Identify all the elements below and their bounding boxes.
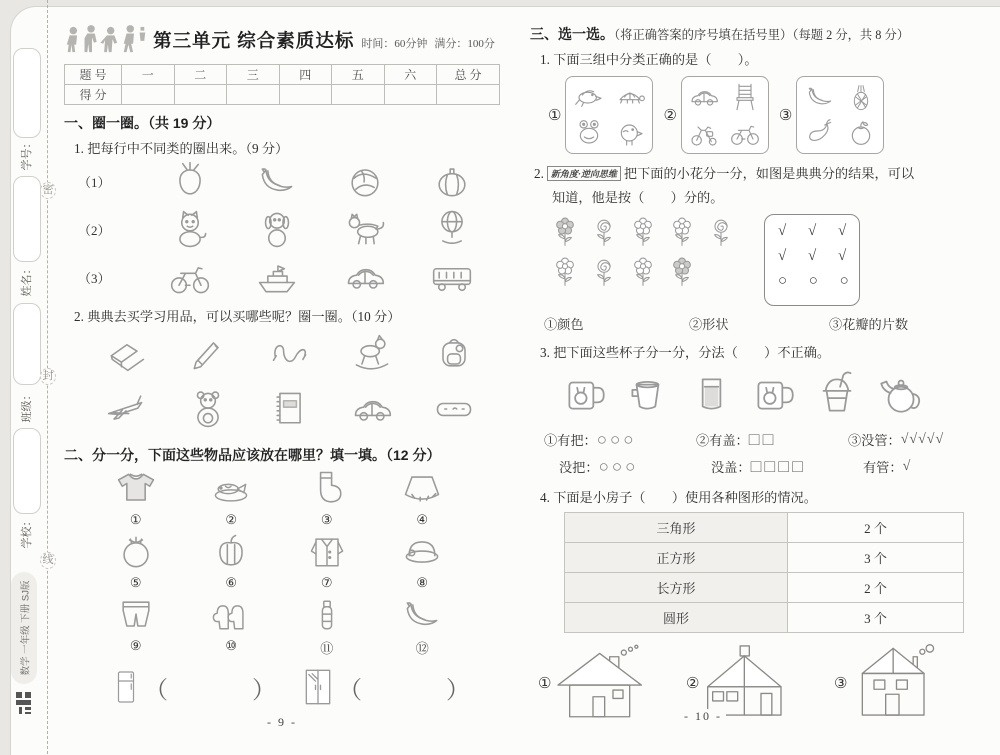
rose-icon xyxy=(587,254,621,294)
teddy-bear-icon xyxy=(186,387,230,431)
score-table-score-row xyxy=(65,85,500,105)
shorts-icon xyxy=(114,593,158,637)
seal-char-xian: 线 xyxy=(40,552,56,569)
score-header-cell: 四 xyxy=(279,65,332,85)
flower-sorting-area xyxy=(530,214,974,306)
eggplant-icon xyxy=(804,117,836,149)
mug-icon xyxy=(749,367,799,421)
q1-text: 1. 把每行中不同类的圈出来。（9 分） xyxy=(74,141,289,156)
result-row-circles: ○ ○ ○ xyxy=(778,273,858,289)
group-box xyxy=(796,76,884,154)
check-marks: √√√√√ xyxy=(900,431,945,447)
q2-line1: 把下面的小花分一分，如图是典典分的结果，可以 xyxy=(623,166,915,181)
item-number: ③ xyxy=(320,512,333,527)
close-paren: ） xyxy=(252,677,276,704)
class-label: 班级： xyxy=(21,389,33,423)
option-label: ③没管： xyxy=(848,433,901,448)
houses-row xyxy=(530,643,974,723)
circle-marks: ○○○ xyxy=(596,429,637,449)
q1-row-2 xyxy=(64,205,500,253)
shape-name-cell: 三角形 xyxy=(565,513,788,543)
bicycle-icon xyxy=(168,255,212,299)
q1-row-1 xyxy=(64,157,500,205)
turtle-icon xyxy=(614,81,646,113)
chair-icon xyxy=(729,81,761,113)
option-has-handle xyxy=(544,427,696,452)
sort-item xyxy=(88,530,184,591)
sorting-result-box xyxy=(764,214,860,306)
flower-row-1 xyxy=(548,214,738,254)
option-label: ②有盖： xyxy=(696,433,749,448)
score-empty-cell xyxy=(332,85,385,105)
section-three-title-rest: （将正确答案的序号填在括号里）（每题 2 分，共 8 分） xyxy=(614,28,910,42)
close-paren: ） xyxy=(446,677,470,704)
pumpkin-icon xyxy=(430,159,474,203)
kids-playing-icon xyxy=(64,22,148,58)
chick-icon xyxy=(614,117,646,149)
shape-count-cell: 2 个 xyxy=(788,573,964,603)
section-three-title-bold: 三、选一选。 xyxy=(530,26,614,42)
flower-icon xyxy=(548,254,582,294)
name-writein-box xyxy=(13,176,41,262)
sort-item xyxy=(184,467,280,528)
open-paren: （ xyxy=(338,677,362,704)
mug-icon xyxy=(560,367,610,421)
flower-icon xyxy=(665,214,699,254)
flower-shaded-icon xyxy=(665,254,699,294)
house-number: ③ xyxy=(834,675,848,692)
book-edition-badge xyxy=(11,572,37,684)
flower-icon xyxy=(626,214,660,254)
name-label: 姓名： xyxy=(21,263,33,297)
seal-char-mi: 密 xyxy=(40,182,56,199)
score-empty-cell xyxy=(437,85,500,105)
score-empty-cell xyxy=(227,85,280,105)
option-no-lid xyxy=(696,454,848,479)
cup-icon xyxy=(623,367,673,421)
tomato-icon xyxy=(114,530,158,574)
bus-icon xyxy=(430,255,474,299)
score-empty-cell xyxy=(174,85,227,105)
schoolbag-icon xyxy=(432,331,476,375)
car-icon xyxy=(688,81,720,113)
option-label: 没把： xyxy=(559,460,599,475)
jump-rope-icon xyxy=(268,331,312,375)
refrigerator-icon xyxy=(108,663,144,711)
bananas-icon xyxy=(400,593,444,637)
score-empty-cell xyxy=(122,85,175,105)
sun-hat-icon xyxy=(400,530,444,574)
group-2 xyxy=(663,76,768,154)
option-label: 没盖： xyxy=(711,460,751,475)
q2-number: 2. xyxy=(534,166,544,181)
bananas-icon xyxy=(804,81,836,113)
seal-char-feng: 封 xyxy=(40,368,56,385)
exam-title: 第三单元 综合素质达标 xyxy=(153,30,355,51)
group-box xyxy=(565,76,653,154)
car-icon xyxy=(343,255,387,299)
toy-car-icon xyxy=(350,387,394,431)
wardrobe-icon xyxy=(298,664,338,710)
sort-item xyxy=(279,530,375,591)
sort-item xyxy=(279,467,375,528)
row-label: （2） xyxy=(78,222,111,238)
answer-slots-row xyxy=(64,663,500,711)
straw-cup-icon xyxy=(812,367,862,421)
apple-icon xyxy=(845,117,877,149)
section-three-title xyxy=(530,24,974,44)
result-row-checks: √ √ √ xyxy=(778,248,856,264)
item-number: ④ xyxy=(416,512,429,527)
t-shirt-icon xyxy=(114,467,158,511)
notebook-icon xyxy=(268,387,312,431)
teapot-icon xyxy=(875,367,925,421)
skirt-icon xyxy=(400,467,444,511)
house-option-3 xyxy=(834,643,974,723)
group-number: ① xyxy=(548,107,562,124)
table-row xyxy=(565,603,964,633)
group-3 xyxy=(779,76,884,154)
score-header-cell: 二 xyxy=(174,65,227,85)
cups-row xyxy=(530,367,974,421)
score-header-cell: 题 号 xyxy=(65,65,122,85)
school-label: 学校： xyxy=(21,515,33,549)
sort-item xyxy=(375,593,471,657)
option-label: 有管： xyxy=(863,460,903,475)
score-header-cell: 总 分 xyxy=(437,65,500,85)
q2-text-line1 xyxy=(530,163,974,182)
house-number: ② xyxy=(686,675,700,692)
glass-icon xyxy=(686,367,736,421)
score-table-header-row xyxy=(65,65,500,85)
item-number: ⑧ xyxy=(416,575,429,590)
pencil-case-icon xyxy=(432,387,476,431)
left-page-number: - 9 - xyxy=(267,715,297,729)
shape-count-cell: 2 个 xyxy=(788,513,964,543)
fish-dish-icon xyxy=(209,467,253,511)
shapes-count-table xyxy=(564,512,964,633)
airplane-icon xyxy=(104,387,148,431)
bird-icon xyxy=(573,81,605,113)
rocking-horse-icon xyxy=(350,331,394,375)
score-label-cell: 得 分 xyxy=(65,85,122,105)
option-petal-count: ③花瓣的片数 xyxy=(829,317,909,332)
item-number: ⑩ xyxy=(225,638,238,653)
right-page-number: - 10 - xyxy=(680,709,726,724)
group-box xyxy=(681,76,769,154)
left-page xyxy=(64,22,500,730)
score-header-cell: 六 xyxy=(384,65,437,85)
eraser-icon xyxy=(104,331,148,375)
score-empty-cell xyxy=(384,85,437,105)
item-number: ⑤ xyxy=(129,575,142,590)
sock-icon xyxy=(305,467,349,511)
table-row xyxy=(565,543,964,573)
item-number: ⑦ xyxy=(320,575,333,590)
score-header-cell: 五 xyxy=(332,65,385,85)
row-label: （1） xyxy=(78,174,111,190)
class-writein-box xyxy=(13,303,41,385)
shape-name-cell: 圆形 xyxy=(565,603,788,633)
square-marks: □□□□ xyxy=(750,456,807,476)
rose-icon xyxy=(587,214,621,254)
school-writein-box xyxy=(13,428,41,514)
kitten-icon xyxy=(168,207,212,251)
option-label: ①有把： xyxy=(544,433,597,448)
jacket-icon xyxy=(305,530,349,574)
bananas-icon xyxy=(255,159,299,203)
puppy-icon xyxy=(255,207,299,251)
shape-count-cell: 3 个 xyxy=(788,543,964,573)
group-number: ③ xyxy=(778,107,793,124)
bell-pepper-icon xyxy=(209,530,253,574)
score-header-cell: 三 xyxy=(227,65,280,85)
flower-icon xyxy=(626,254,660,294)
sort-item xyxy=(88,593,184,657)
student-id-writein-box xyxy=(13,48,41,138)
house-3-icon xyxy=(849,643,949,723)
tricycle-icon xyxy=(688,117,720,149)
q1-row-3 xyxy=(64,253,500,301)
rose-icon xyxy=(704,214,738,254)
q1-text: 1. 下面三组中分类正确的是（ ）。 xyxy=(540,52,758,67)
square-marks: □□ xyxy=(748,429,777,449)
cat-icon xyxy=(343,207,387,251)
group-1 xyxy=(548,76,653,154)
open-paren: （ xyxy=(144,677,168,704)
q2-text-line2: 知道，他是按（ ）分的。 xyxy=(552,190,724,205)
cabbage-icon xyxy=(343,159,387,203)
section-two-title: 二、分一分，下面这些物品应该放在哪里？填一填。（12 分） xyxy=(64,447,441,463)
q3-options xyxy=(530,427,974,479)
flower-shaded-icon xyxy=(548,214,582,254)
table-row xyxy=(565,513,964,543)
student-id-label: 学号： xyxy=(21,137,33,171)
option-has-straw xyxy=(848,454,984,479)
sort-item xyxy=(184,530,280,591)
item-number: ⑥ xyxy=(225,575,238,590)
sorting-items-grid xyxy=(64,465,500,657)
frog-icon xyxy=(573,117,605,149)
section-one-title: 一、圈一圈。（共 19 分） xyxy=(64,115,221,131)
sort-item xyxy=(88,467,184,528)
sort-item xyxy=(184,593,280,657)
option-color: ①颜色 xyxy=(544,317,584,332)
house-option-1 xyxy=(538,643,678,723)
q2-row-1 xyxy=(64,325,500,381)
flower-row-2 xyxy=(548,254,738,294)
flowers xyxy=(548,214,738,306)
shape-name-cell: 长方形 xyxy=(565,573,788,603)
sort-item xyxy=(375,530,471,591)
sort-item xyxy=(375,467,471,528)
item-number: ⑪ xyxy=(320,641,334,656)
score-empty-cell xyxy=(279,85,332,105)
book-edition-text: 数学 一年级 下册 SJ版 xyxy=(20,580,32,676)
q4-text: 4. 下面是小房子（ ）使用各种图形的情况。 xyxy=(540,490,817,505)
option-shape: ②形状 xyxy=(689,317,729,332)
bicycle-icon xyxy=(729,117,761,149)
q2-options xyxy=(530,314,974,333)
bottle-icon xyxy=(305,593,349,637)
circle-marks: ○○○ xyxy=(598,456,639,476)
option-no-handle xyxy=(544,454,696,479)
house-number: ① xyxy=(538,675,552,692)
q3-text: 3. 把下面这些杯子分一分，分法（ ）不正确。 xyxy=(540,345,831,360)
q2-text: 2. 典典去买学习用品，可以买哪些呢？圈一圈。（10 分） xyxy=(74,309,401,324)
globe-icon xyxy=(430,207,474,251)
pineapple-icon xyxy=(845,81,877,113)
brand-logo-icon xyxy=(13,690,35,716)
right-page xyxy=(530,24,974,723)
item-number: ② xyxy=(225,512,238,527)
table-row xyxy=(565,573,964,603)
classification-groups xyxy=(530,76,974,154)
new-angle-badge: 新角度·逆向思维 xyxy=(547,166,621,181)
turnip-icon xyxy=(168,159,212,203)
item-number: ① xyxy=(129,512,142,527)
item-number: ⑨ xyxy=(129,638,142,653)
result-row-checks: √ √ √ xyxy=(778,223,856,239)
shape-name-cell: 正方形 xyxy=(565,543,788,573)
shape-count-cell: 3 个 xyxy=(788,603,964,633)
group-number: ② xyxy=(663,107,677,124)
house-1-icon xyxy=(553,643,653,723)
exam-full-score: 满分：100分 xyxy=(434,38,495,50)
item-number: ⑫ xyxy=(415,641,429,656)
check-marks: √ xyxy=(902,458,912,474)
exam-time: 时间：60分钟 xyxy=(361,38,428,50)
mittens-icon xyxy=(209,593,253,637)
row-label: （3） xyxy=(78,270,111,286)
option-has-lid xyxy=(696,427,848,452)
score-table xyxy=(64,64,500,105)
option-no-straw xyxy=(848,427,984,452)
pencil-icon xyxy=(186,331,230,375)
ship-icon xyxy=(255,255,299,299)
sort-item xyxy=(279,593,375,657)
score-header-cell: 一 xyxy=(122,65,175,85)
q2-row-2 xyxy=(64,381,500,437)
